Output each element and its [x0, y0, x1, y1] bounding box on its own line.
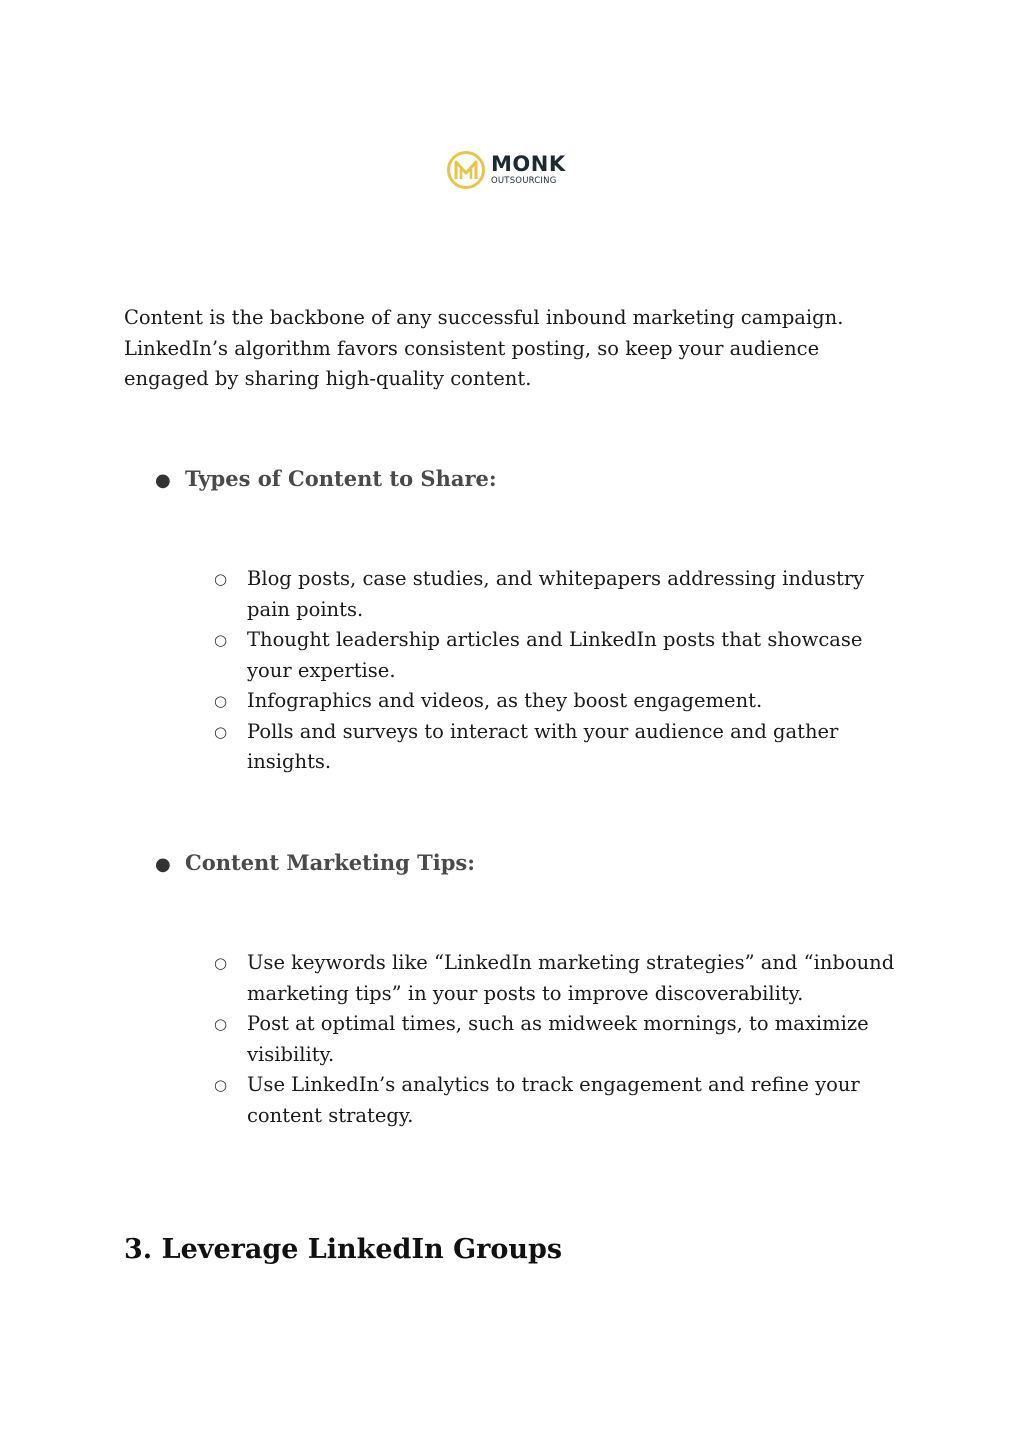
circle-bullet-icon: ○	[214, 1076, 228, 1094]
bullet-icon: ●	[155, 470, 171, 491]
list-item-text: Use LinkedIn’s analytics to track engagement and refine your content strategy.	[247, 1073, 860, 1127]
list-item	[214, 717, 904, 778]
list-item	[214, 564, 904, 625]
circle-bullet-icon: ○	[214, 631, 228, 649]
list-item-text: Use keywords like “LinkedIn marketing strategies” and “inbound marketing tips” in your posts to improve discoverability.	[247, 951, 895, 1005]
monk-logo-icon	[446, 150, 486, 190]
list-item	[214, 948, 904, 1009]
list-item	[214, 1009, 904, 1070]
circle-bullet-icon: ○	[214, 692, 228, 710]
intro-paragraph: Content is the backbone of any successful inbound marketing campaign. LinkedIn’s algorithm favors consistent posting, so keep your audience engaged by sharing high-quality content.	[124, 306, 844, 390]
list-item-text: Thought leadership articles and LinkedIn posts that showcase your expertise.	[247, 628, 863, 682]
circle-bullet-icon: ○	[214, 722, 228, 741]
section-heading-content-types	[155, 466, 497, 491]
list-item	[214, 686, 904, 717]
list-item	[214, 1070, 904, 1131]
marketing-tips-list	[214, 948, 904, 1131]
logo-brand: MONK	[491, 152, 566, 177]
logo-tagline: OUTSOURCING	[491, 176, 557, 187]
circle-bullet-icon: ○	[214, 570, 228, 588]
section-title: 3. Leverage LinkedIn Groups	[124, 1234, 563, 1265]
monk-outsourcing-logo	[446, 150, 566, 190]
list-item-text: Polls and surveys to interact with your audience and gather insights.	[247, 719, 839, 773]
list-item-text: Post at optimal times, such as midweek mornings, to maximize visibility.	[247, 1012, 869, 1066]
bullet-icon: ●	[155, 854, 171, 875]
section-heading-marketing-tips	[155, 850, 475, 875]
section-heading-label: Content Marketing Tips:	[185, 850, 475, 875]
circle-bullet-icon: ○	[214, 1015, 228, 1033]
list-item	[214, 625, 904, 686]
logo-wordmark	[491, 154, 566, 186]
section-heading-label: Types of Content to Share:	[185, 466, 497, 491]
content-types-list	[214, 564, 904, 778]
circle-bullet-icon: ○	[214, 954, 228, 972]
list-item-text: Blog posts, case studies, and whitepapers addressing industry pain points.	[247, 567, 865, 621]
list-item-text: Infographics and videos, as they boost engagement.	[247, 689, 763, 712]
